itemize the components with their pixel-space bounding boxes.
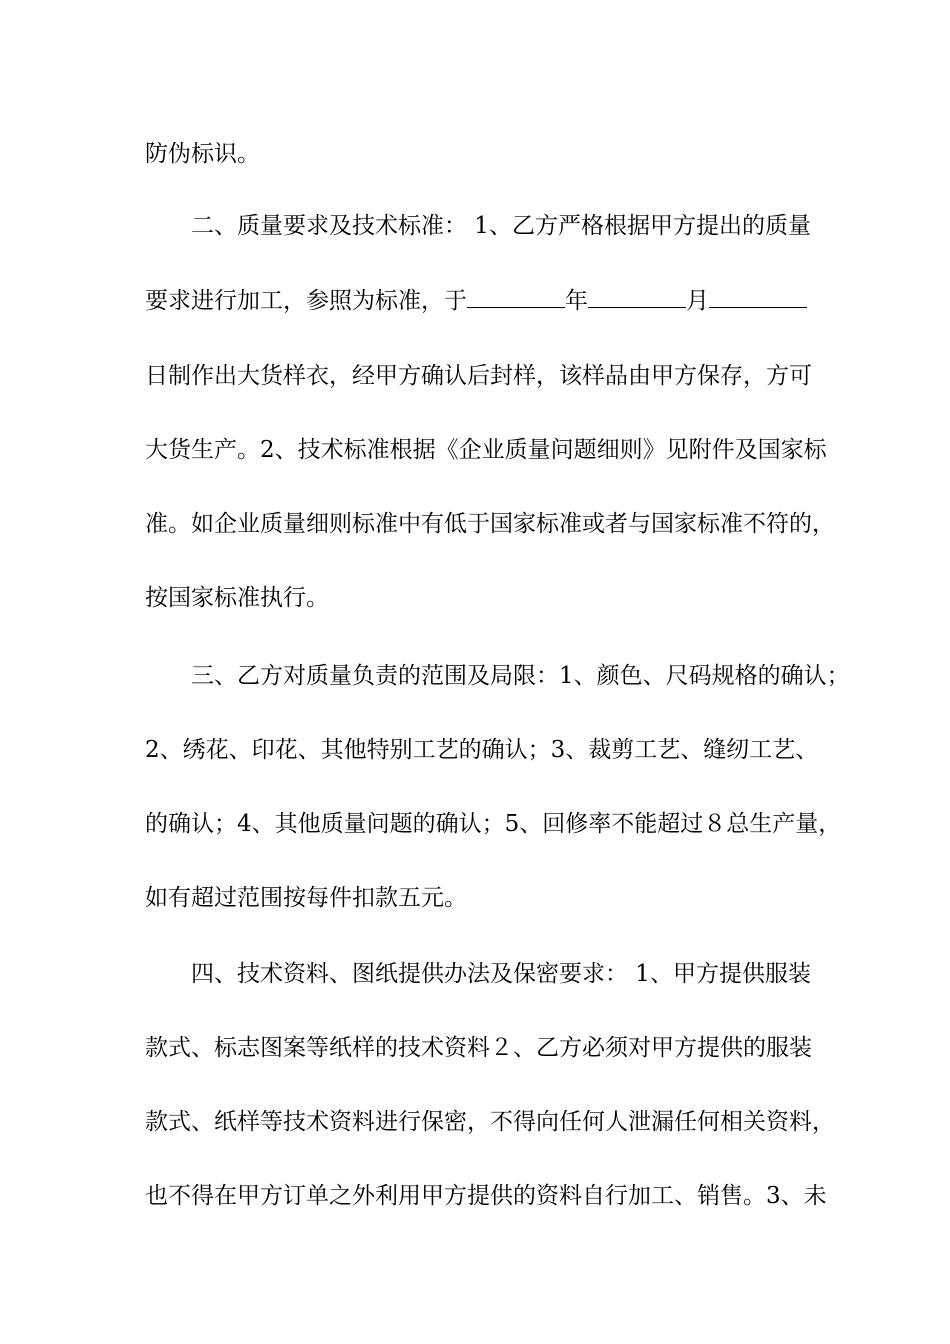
paragraph-line-with-blanks bbox=[145, 285, 825, 317]
paragraph-line: 准。如企业质量细则标准中有低于国家标准或者与国家标准不符的， bbox=[145, 511, 835, 537]
text-segment: 要求进行加工，参照为标准，于 bbox=[145, 288, 467, 314]
paragraph-line: 的确认；4、其他质量问题的确认；5、回修率不能超过８总生产量， bbox=[145, 811, 842, 837]
paragraph-line: 大货生产。2、技术标准根据《企业质量问题细则》见附件及国家标 bbox=[145, 437, 827, 463]
year-label: 年 bbox=[565, 288, 588, 314]
paragraph-line: 款式、标志图案等纸样的技术资料２、乙方必须对甲方提供的服装 bbox=[145, 1035, 812, 1061]
paragraph-line: 日制作出大货样衣，经甲方确认后封样，该样品由甲方保存，方可 bbox=[145, 363, 812, 389]
paragraph-line: 按国家标准执行。 bbox=[145, 585, 329, 611]
paragraph-line: 2、绣花、印花、其他特别工艺的确认；3、裁剪工艺、缝纫工艺、 bbox=[145, 737, 819, 763]
month-blank-field bbox=[588, 287, 686, 308]
section-heading-line: 三、乙方对质量负责的范围及局限：1、颜色、尺码规格的确认； bbox=[191, 663, 850, 689]
day-blank-field bbox=[709, 287, 807, 308]
paragraph-line: 款式、纸样等技术资料进行保密，不得向任何人泄漏任何相关资料， bbox=[145, 1109, 835, 1135]
paragraph-line: 如有超过范围按每件扣款五元。 bbox=[145, 885, 467, 911]
paragraph-line: 防伪标识。 bbox=[145, 141, 260, 167]
year-blank-field bbox=[467, 287, 565, 308]
month-label: 月 bbox=[686, 288, 709, 314]
section-heading-line: 四、技术资料、图纸提供办法及保密要求： 1、甲方提供服装 bbox=[191, 961, 811, 987]
section-heading-line: 二、质量要求及技术标准： 1、乙方严格根据甲方提出的质量 bbox=[191, 213, 811, 239]
paragraph-line: 也不得在甲方订单之外利用甲方提供的资料自行加工、销售。3、未 bbox=[145, 1183, 827, 1209]
